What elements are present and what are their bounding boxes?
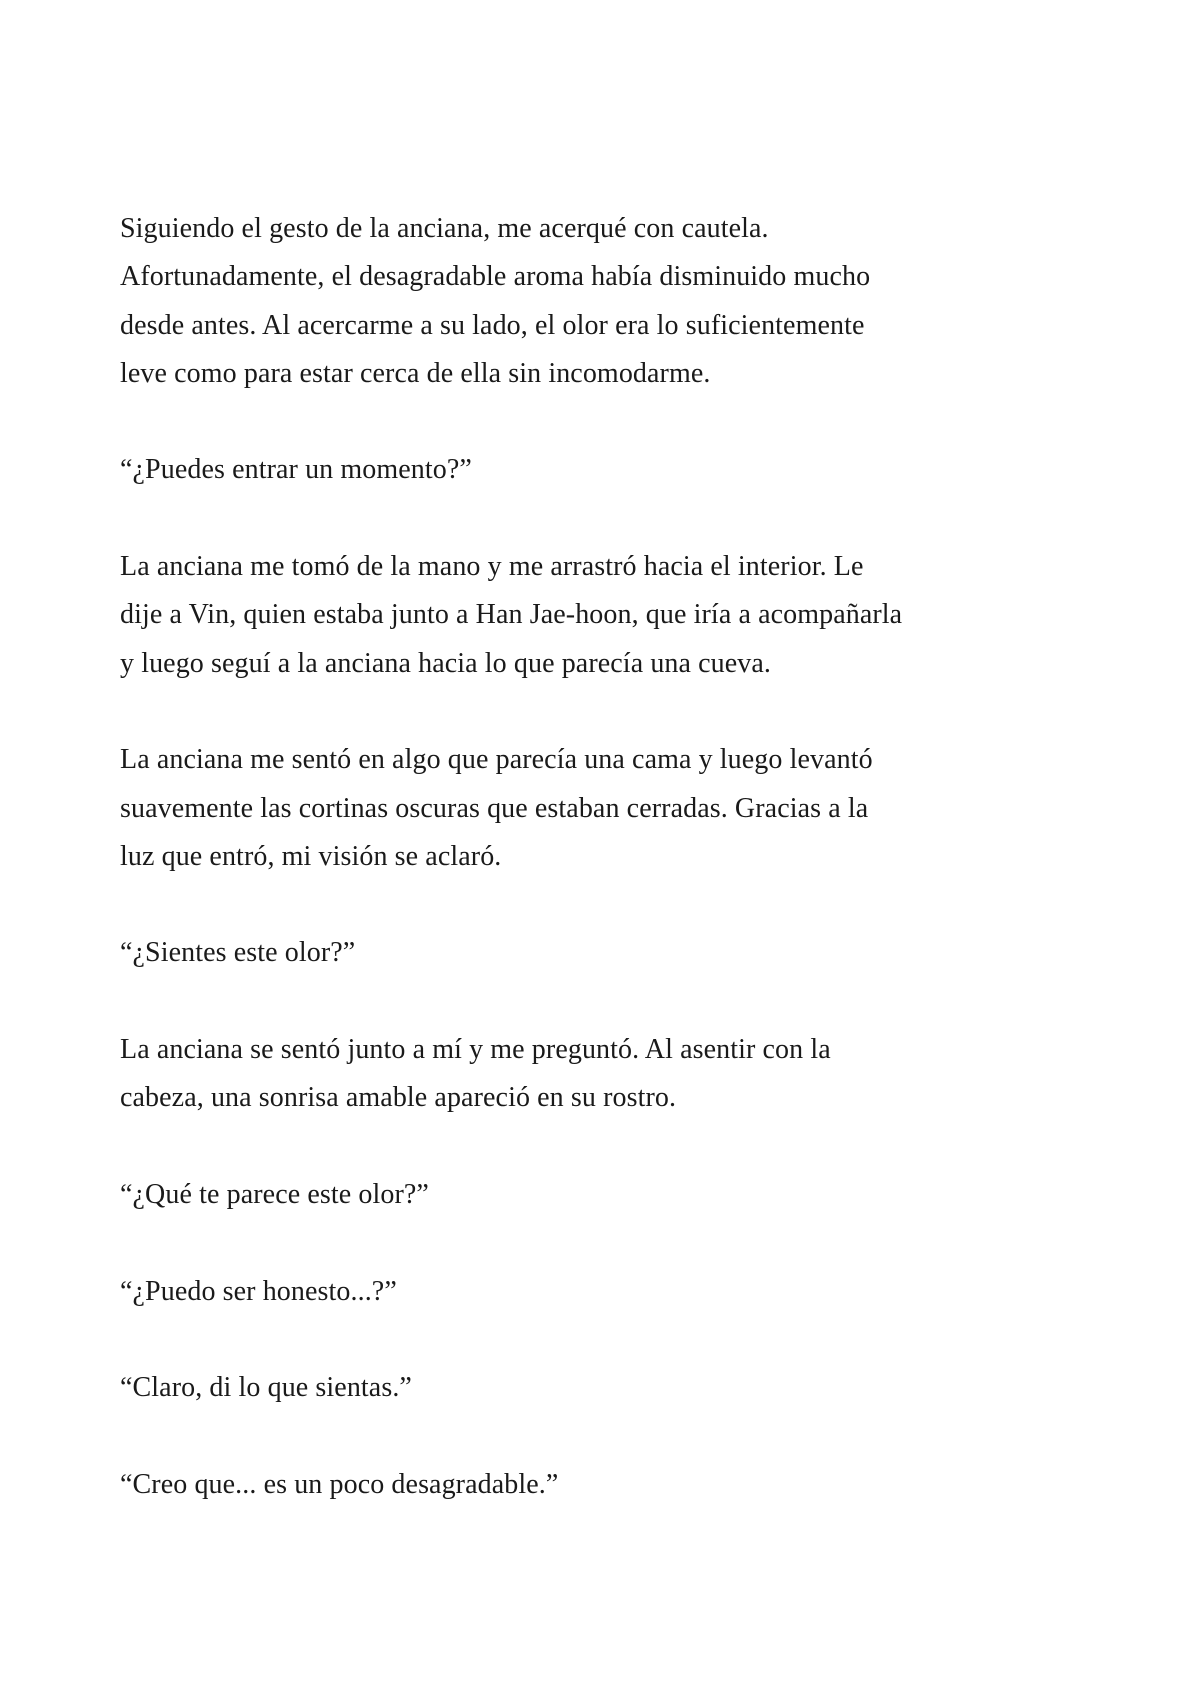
paragraph: [120, 1364, 1100, 1412]
text-line: “¿Sientes este olor?”: [120, 937, 356, 969]
paragraph: [120, 1268, 1100, 1316]
text-line: desde antes. Al acercarme a su lado, el olor era lo suficientemente: [120, 309, 865, 341]
text-line: leve como para estar cerca de ella sin incomodarme.: [120, 357, 711, 389]
paragraph: [120, 1461, 1100, 1509]
paragraph: [120, 543, 1100, 688]
document-page: [120, 205, 1100, 1557]
text-line: cabeza, una sonrisa amable apareció en su rostro.: [120, 1082, 677, 1114]
text-line: La anciana se sentó junto a mí y me preguntó. Al asentir con la: [120, 1034, 831, 1066]
text-line: “Creo que... es un poco desagradable.”: [120, 1468, 559, 1500]
text-line: suavemente las cortinas oscuras que estaban cerradas. Gracias a la: [120, 792, 869, 824]
paragraph: [120, 929, 1100, 977]
text-line: “Claro, di lo que sientas.”: [120, 1372, 412, 1404]
paragraph: [120, 205, 1100, 398]
text-line: “¿Qué te parece este olor?”: [120, 1178, 429, 1210]
text-line: Afortunadamente, el desagradable aroma había disminuido mucho: [120, 261, 871, 293]
text-line: “¿Puedo ser honesto...?”: [120, 1275, 397, 1307]
text-line: Siguiendo el gesto de la anciana, me acerqué con cautela.: [120, 213, 769, 244]
text-line: luz que entró, mi visión se aclaró.: [120, 840, 502, 872]
text-line: La anciana me tomó de la mano y me arrastró hacia el interior. Le: [120, 551, 864, 583]
paragraph: [120, 446, 1100, 494]
paragraph: [120, 1171, 1100, 1219]
paragraph: [120, 736, 1100, 881]
text-line: dije a Vin, quien estaba junto a Han Jae-hoon, que iría a acompañarla: [120, 599, 903, 631]
text-line: La anciana me sentó en algo que parecía una cama y luego levantó: [120, 744, 873, 776]
text-line: “¿Puedes entrar un momento?”: [120, 454, 472, 486]
text-line: y luego seguí a la anciana hacia lo que parecía una cueva.: [120, 647, 772, 679]
paragraph: [120, 1026, 1100, 1123]
